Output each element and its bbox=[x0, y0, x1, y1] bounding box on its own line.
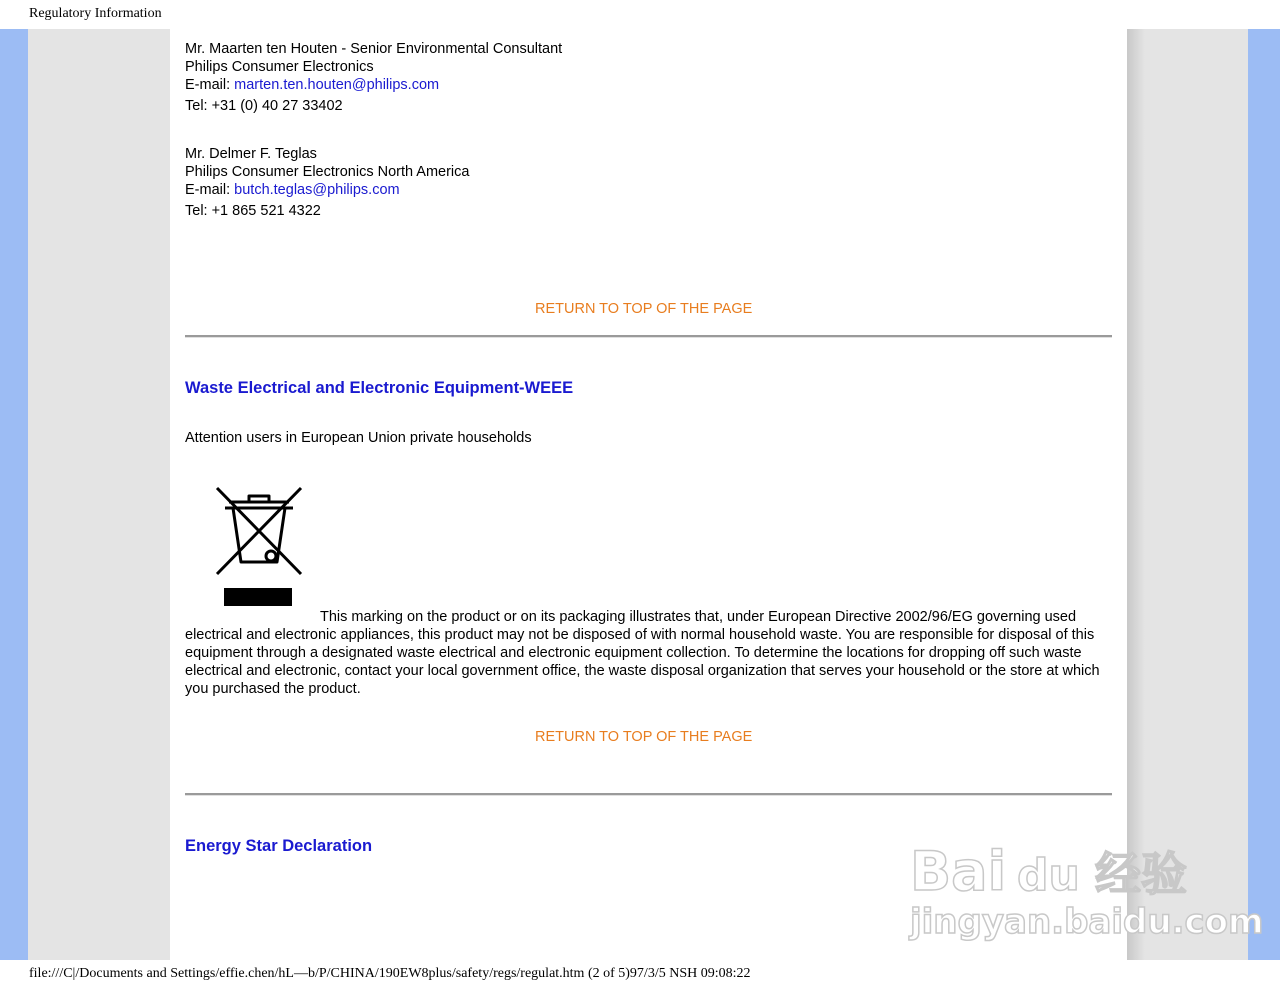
contact2-tel: Tel: +1 865 521 4322 bbox=[185, 203, 321, 219]
weee-attention-text: Attention users in European Union private households bbox=[185, 430, 532, 446]
return-to-top-link-2[interactable]: RETURN TO TOP OF THE PAGE bbox=[535, 729, 753, 745]
baidu-watermark-logo bbox=[905, 795, 1264, 945]
svg-text:Bai: Bai bbox=[910, 840, 1007, 903]
crossed-wheelie-bin-icon bbox=[205, 478, 315, 610]
contact1-email-line bbox=[185, 76, 439, 94]
contact1-company: Philips Consumer Electronics bbox=[185, 59, 374, 75]
contact1-email-label: E-mail: bbox=[185, 77, 235, 93]
contact1-tel: Tel: +31 (0) 40 27 33402 bbox=[185, 98, 343, 114]
right-side-bar bbox=[1248, 29, 1280, 960]
svg-text:jingyan.baidu.com: jingyan.baidu.com bbox=[910, 902, 1264, 942]
svg-text:经验: 经验 bbox=[1095, 847, 1187, 901]
contact1-email-link[interactable]: marten.ten.houten@philips.com bbox=[234, 77, 440, 93]
page-header-title: Regulatory Information bbox=[29, 6, 162, 21]
return-to-top-link-1[interactable]: RETURN TO TOP OF THE PAGE bbox=[535, 301, 753, 317]
contact2-company: Philips Consumer Electronics North America bbox=[185, 164, 470, 180]
section-divider-1 bbox=[185, 335, 1112, 338]
contact2-email-line bbox=[185, 181, 400, 199]
contact2-email-label: E-mail: bbox=[185, 182, 235, 198]
contact2-name: Mr. Delmer F. Teglas bbox=[185, 146, 317, 162]
contact2-email-link[interactable]: butch.teglas@philips.com bbox=[234, 182, 400, 198]
page-footer-path: file:///C|/Documents and Settings/effie.chen/hL—b/P/CHINA/190EW8plus/safety/regs/regulat.htm (2 of 5)97/3/5 NSH 09:08:22 bbox=[29, 966, 751, 981]
weee-heading: Waste Electrical and Electronic Equipment-WEEE bbox=[185, 379, 574, 397]
left-side-bar bbox=[0, 29, 28, 960]
weee-paragraph: This marking on the product or on its packaging illustrates that, under European Directive 2002/96/EG governing used electrical and electronic appliances, this product may not be disposed of with normal household waste. You are responsible for disposal of this equipment through a designated waste electrical and electronic equipment collection. To determine the locations for dropping off such waste electrical and electronic, contact your local government office, the waste disposal organization that serves your household or the store at which you purchased the product. bbox=[185, 609, 1100, 697]
svg-text:du: du bbox=[1017, 850, 1080, 901]
energy-star-heading: Energy Star Declaration bbox=[185, 837, 373, 855]
contact1-name: Mr. Maarten ten Houten - Senior Environmental Consultant bbox=[185, 41, 563, 57]
